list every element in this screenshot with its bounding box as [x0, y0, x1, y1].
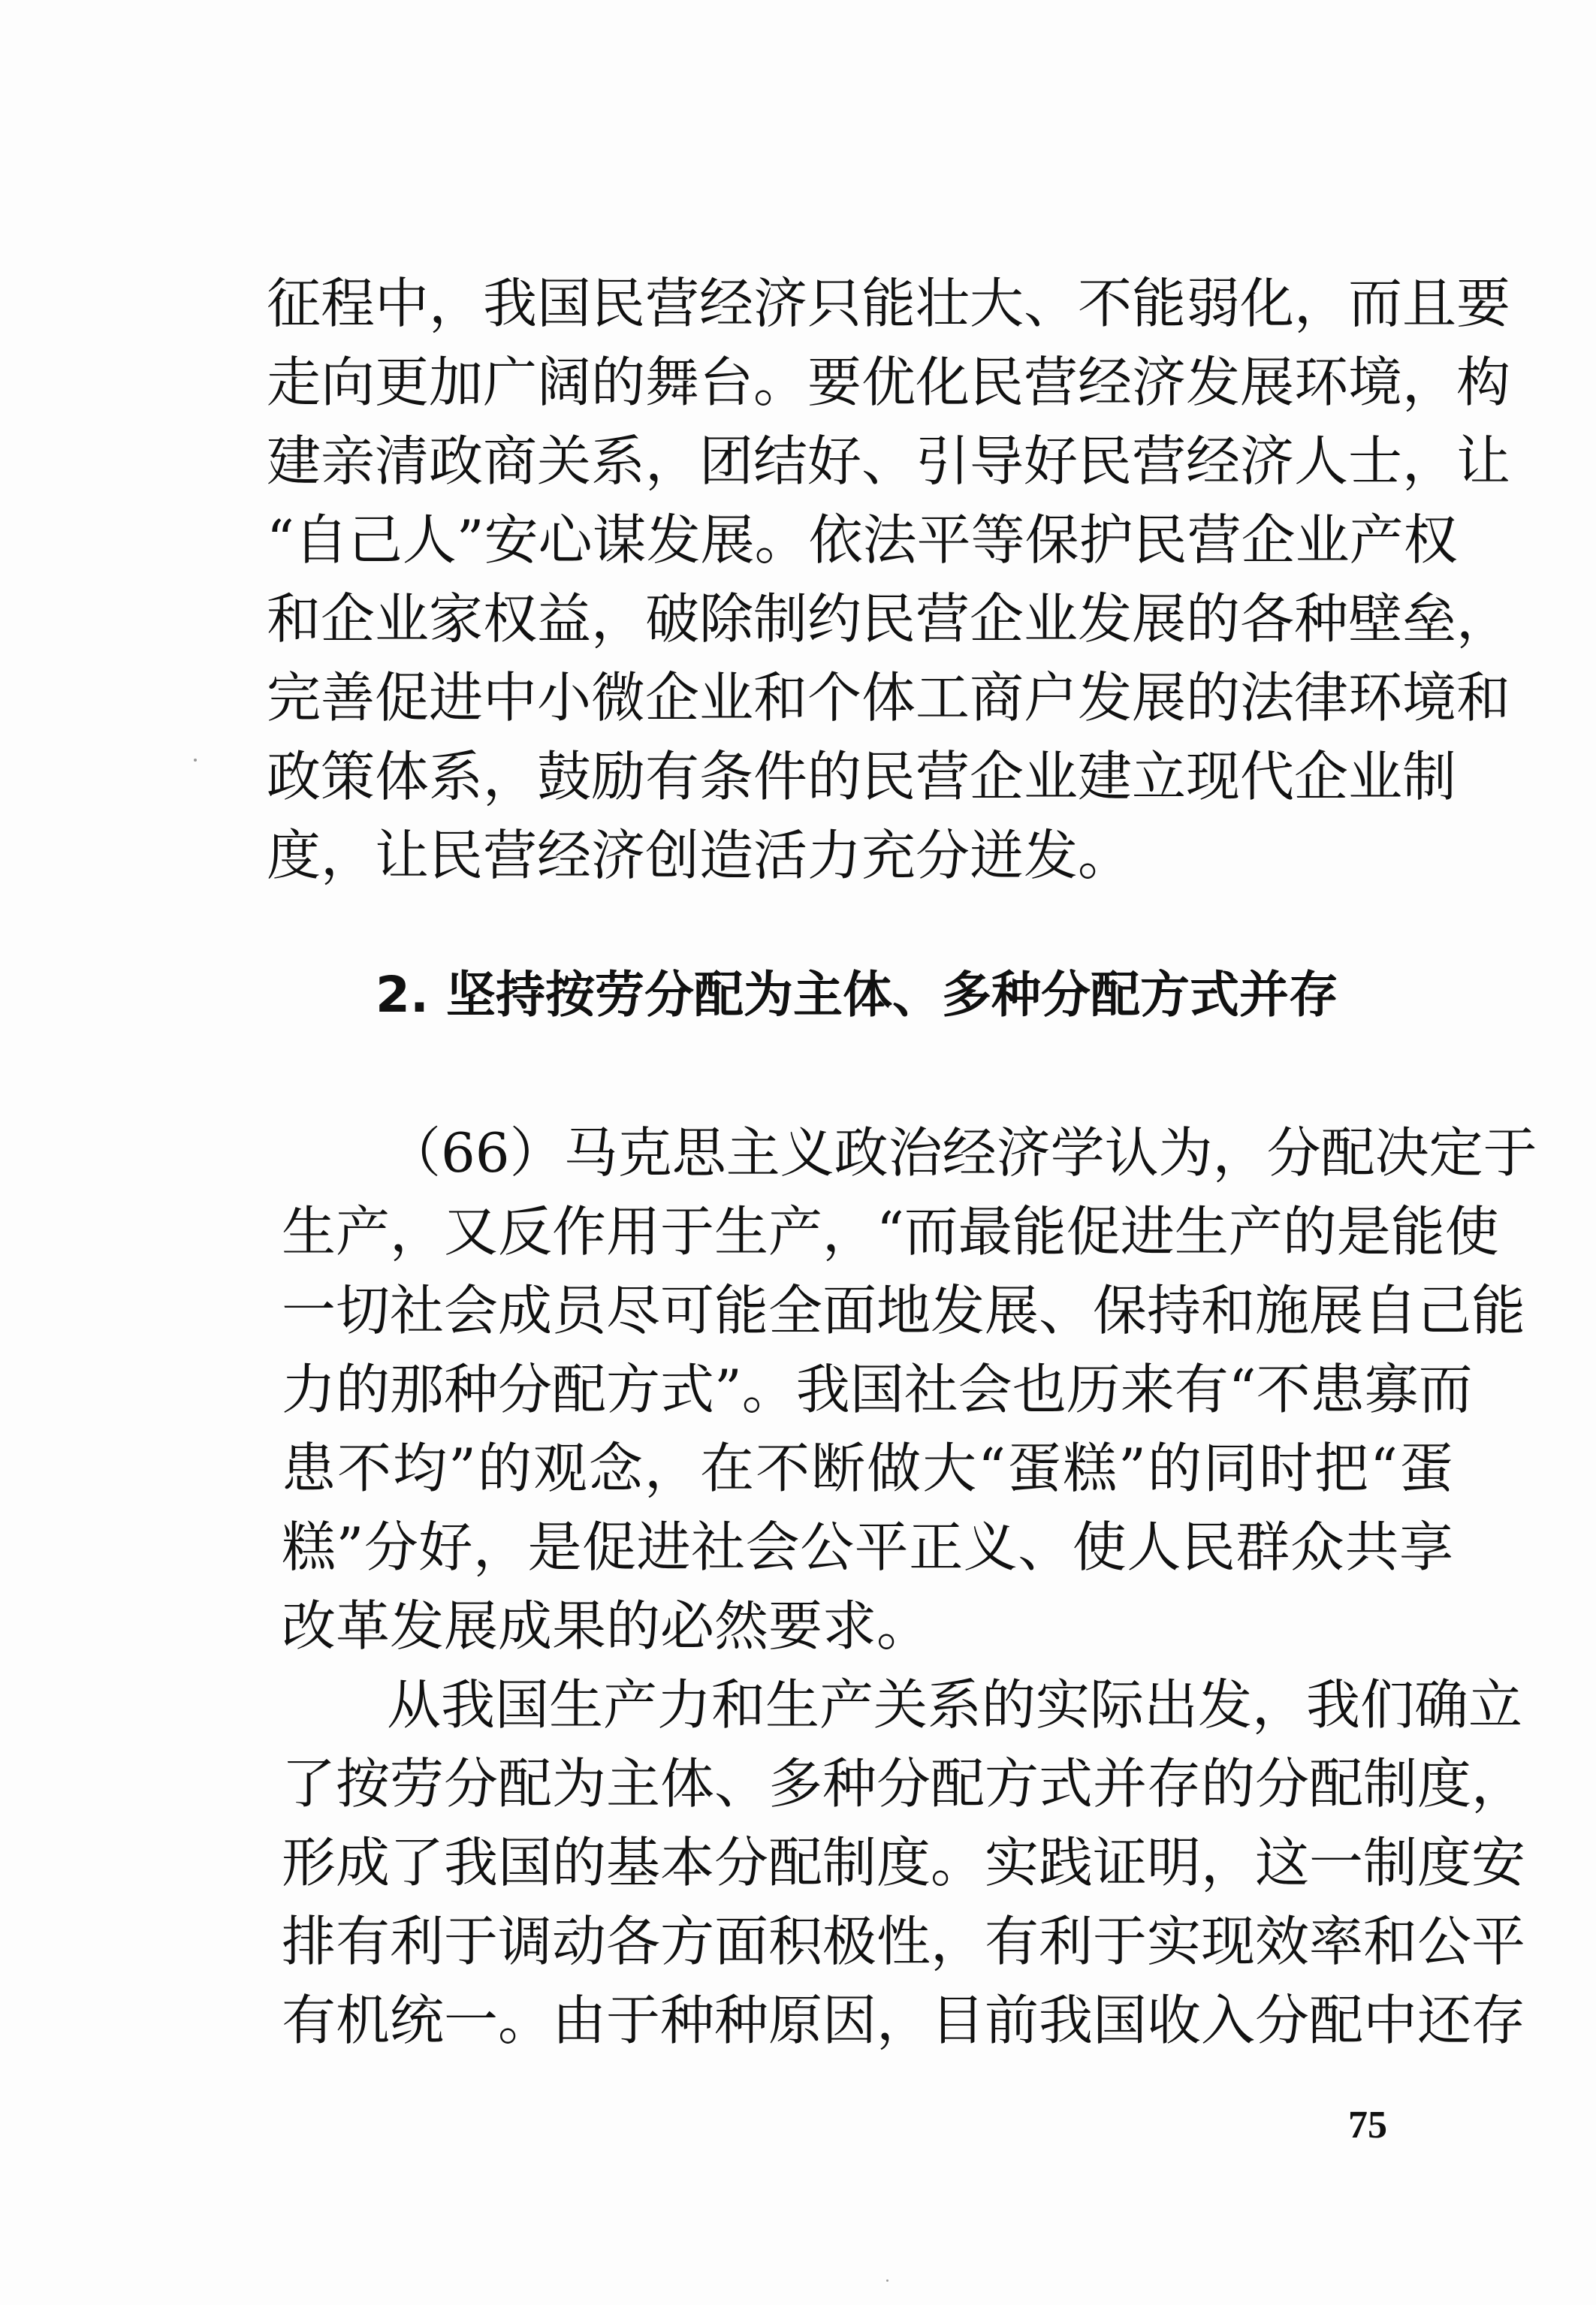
body-text-line: 力的那种分配方式”。我国社会也历来有“不患寡而 [282, 1358, 1473, 1421]
body-text-line: 糕”分好，是促进社会公平正义、使人民群众共享 [282, 1516, 1453, 1579]
scan-speck [194, 759, 197, 762]
body-text-line: 一切社会成员尽可能全面地发展、保持和施展自己能 [282, 1279, 1526, 1342]
body-text-line: 和企业家权益，破除制约民营企业发展的各种壁垒， [267, 587, 1511, 650]
section-heading: 2. 坚持按劳分配为主体、多种分配方式并存 [376, 966, 1338, 1024]
scan-speck [886, 2279, 889, 2282]
body-text-line: 有机统一。由于种种原因，目前我国收入分配中还存 [282, 1989, 1526, 2052]
body-text-line: 政策体系，鼓励有条件的民营企业建立现代企业制 [267, 745, 1457, 808]
body-text-line: 从我国生产力和生产关系的实际出发，我们确立 [387, 1673, 1523, 1736]
body-text-line: “自己人”安心谋发展。依法平等保护民营企业产权 [267, 508, 1458, 572]
body-text-line: 排有利于调动各方面积极性，有利于实现效率和公平 [282, 1910, 1526, 1973]
body-text-line: 征程中，我国民营经济只能壮大、不能弱化，而且要 [267, 272, 1511, 335]
body-text-line: 形成了我国的基本分配制度。实践证明，这一制度安 [282, 1831, 1526, 1894]
page-number: 75 [1348, 2104, 1387, 2147]
body-text-line: 改革发展成果的必然要求。 [282, 1594, 931, 1658]
body-text-line: 了按劳分配为主体、多种分配方式并存的分配制度， [282, 1752, 1526, 1815]
body-text-line: 患不均”的观念，在不断做大“蛋糕”的同时把“蛋 [282, 1437, 1453, 1500]
body-text-line: 完善促进中小微企业和个体工商户发展的法律环境和 [267, 666, 1511, 729]
body-text-line: （66）马克思主义政治经济学认为，分配决定于 [387, 1121, 1537, 1184]
body-text-line: 走向更加广阔的舞台。要优化民营经济发展环境，构 [267, 351, 1511, 414]
body-text-line: 生产，又反作用于生产，“而最能促进生产的是能使 [282, 1200, 1499, 1263]
body-text-line: 度，让民营经济创造活力充分迸发。 [267, 824, 1133, 887]
body-text-line: 建亲清政商关系，团结好、引导好民营经济人士，让 [267, 430, 1511, 493]
